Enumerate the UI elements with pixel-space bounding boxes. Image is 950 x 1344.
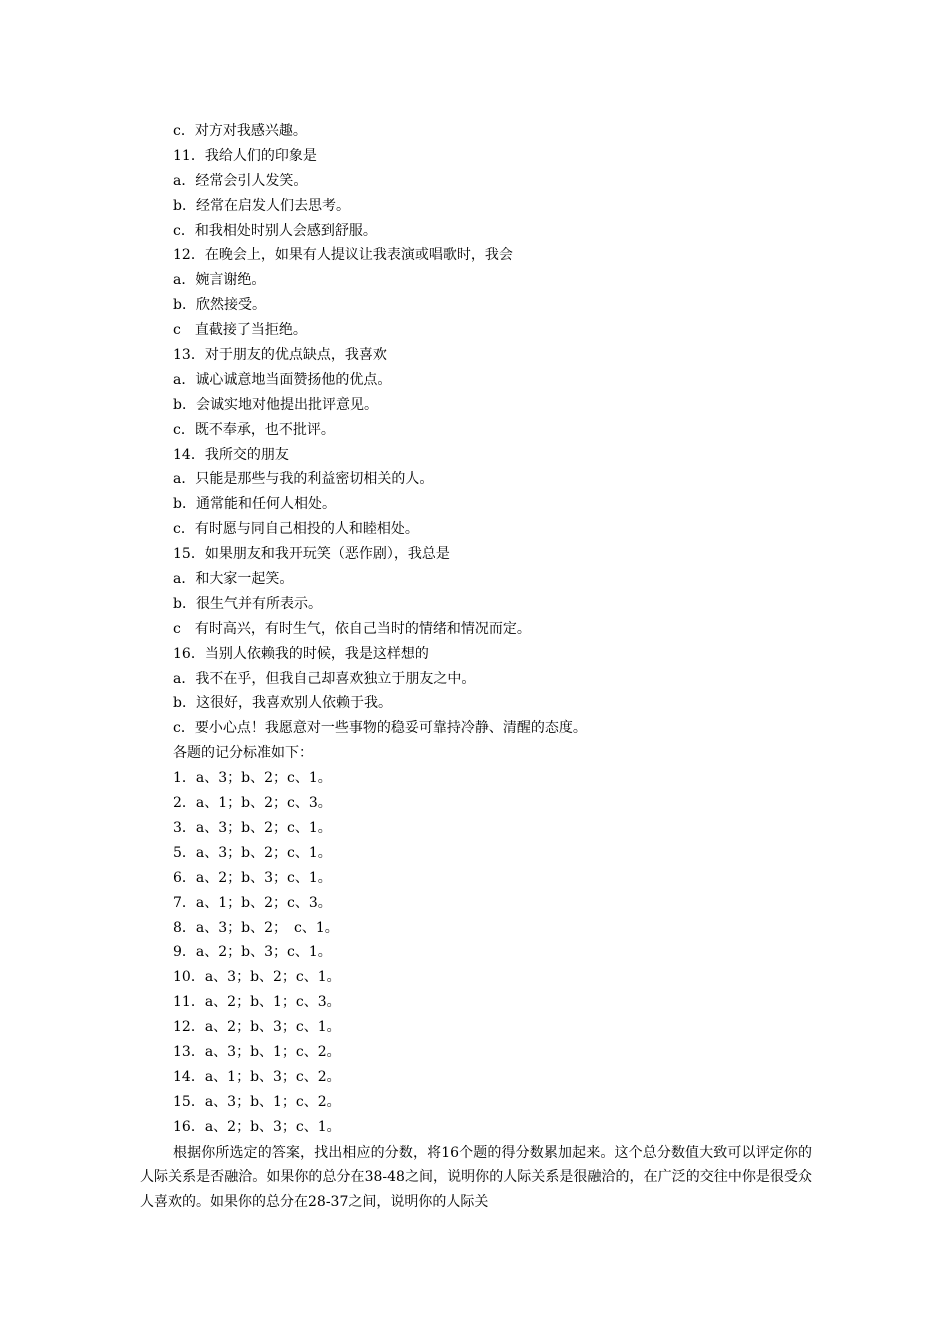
question-title: 15．如果朋友和我开玩笑（恶作剧），我总是 bbox=[173, 546, 450, 563]
option-line: c．要小心点！我愿意对一些事物的稳妥可靠持冷静、清醒的态度。 bbox=[173, 720, 587, 737]
score-row: 13．a、3；b、1；c、2。 bbox=[173, 1043, 341, 1060]
scoring-section bbox=[140, 741, 812, 1139]
option-line: a．我不在乎，但我自己却喜欢独立于朋友之中。 bbox=[173, 670, 476, 687]
option-line: b．这很好，我喜欢别人依赖于我。 bbox=[173, 695, 392, 712]
scoring-title: 各题的记分标准如下： bbox=[173, 745, 313, 762]
option-line: c．和我相处时别人会感到舒服。 bbox=[173, 222, 377, 239]
question-block bbox=[140, 642, 812, 742]
score-row: 15．a、3；b、1；c、2。 bbox=[173, 1093, 341, 1110]
score-row: 14．a、1；b、3；c、2。 bbox=[173, 1068, 341, 1085]
score-row: 16．a、2；b、3；c、1。 bbox=[173, 1118, 341, 1135]
option-line: a．经常会引人发笑。 bbox=[173, 172, 308, 189]
question-block bbox=[140, 443, 812, 543]
score-row: 5．a、3；b、2；c、1。 bbox=[173, 844, 332, 861]
option-line: a．诚心诚意地当面赞扬他的优点。 bbox=[173, 371, 392, 388]
score-row: 9．a、2；b、3；c、1。 bbox=[173, 944, 332, 961]
question-block bbox=[140, 119, 812, 144]
question-block bbox=[140, 243, 812, 343]
option-line: b．欣然接受。 bbox=[173, 297, 266, 314]
option-line: a．婉言谢绝。 bbox=[173, 272, 266, 289]
question-title: 12．在晚会上，如果有人提议让我表演或唱歌时，我会 bbox=[173, 247, 513, 264]
option-line: c 有时高兴，有时生气，依自己当时的情绪和情况而定。 bbox=[173, 620, 531, 637]
score-row: 8．a、3；b、2； c、1。 bbox=[173, 919, 339, 936]
question-title: 16．当别人依赖我的时候，我是这样想的 bbox=[173, 645, 429, 662]
score-row: 2．a、1；b、2；c、3。 bbox=[173, 795, 332, 812]
option-line: b．经常在启发人们去思考。 bbox=[173, 197, 350, 214]
option-line: c．有时愿与同自己相投的人和睦相处。 bbox=[173, 521, 419, 538]
question-block bbox=[140, 542, 812, 642]
question-block bbox=[140, 144, 812, 244]
option-line: b．通常能和任何人相处。 bbox=[173, 496, 336, 513]
option-line: b．会诚实地对他提出批评意见。 bbox=[173, 396, 378, 413]
score-row: 12．a、2；b、3；c、1。 bbox=[173, 1019, 341, 1036]
score-row: 6．a、2；b、3；c、1。 bbox=[173, 869, 332, 886]
score-row: 10．a、3；b、2；c、1。 bbox=[173, 969, 341, 986]
score-row: 3．a、3；b、2；c、1。 bbox=[173, 819, 332, 836]
score-row: 7．a、1；b、2；c、3。 bbox=[173, 894, 332, 911]
option-line: a．只能是那些与我的利益密切相关的人。 bbox=[173, 471, 434, 488]
document-body bbox=[140, 119, 812, 1214]
question-block bbox=[140, 343, 812, 443]
option-line: c．既不奉承，也不批评。 bbox=[173, 421, 335, 438]
option-line: c 直截接了当拒绝。 bbox=[173, 322, 307, 339]
question-title: 13．对于朋友的优点缺点，我喜欢 bbox=[173, 347, 387, 364]
question-title: 14．我所交的朋友 bbox=[173, 446, 289, 463]
option-line: b．很生气并有所表示。 bbox=[173, 595, 322, 612]
score-row: 11．a、2；b、1；c、3。 bbox=[173, 994, 341, 1011]
score-row: 1．a、3；b、2；c、1。 bbox=[173, 770, 332, 787]
option-line: a．和大家一起笑。 bbox=[173, 571, 294, 588]
question-title: 11．我给人们的印象是 bbox=[173, 147, 317, 164]
option-line: c．对方对我感兴趣。 bbox=[173, 123, 307, 139]
conclusion-paragraph: 根据你所选定的答案，找出相应的分数，将16个题的得分数累加起来。这个总分数值大致可以评定你的人际关系是否融洽。如果你的总分在38-48之间，说明你的人际关系是很融洽的，在广泛的交往中你是很受众人喜欢的。如果你的总分在28-37之间，说明你的人际关 bbox=[140, 1144, 812, 1210]
